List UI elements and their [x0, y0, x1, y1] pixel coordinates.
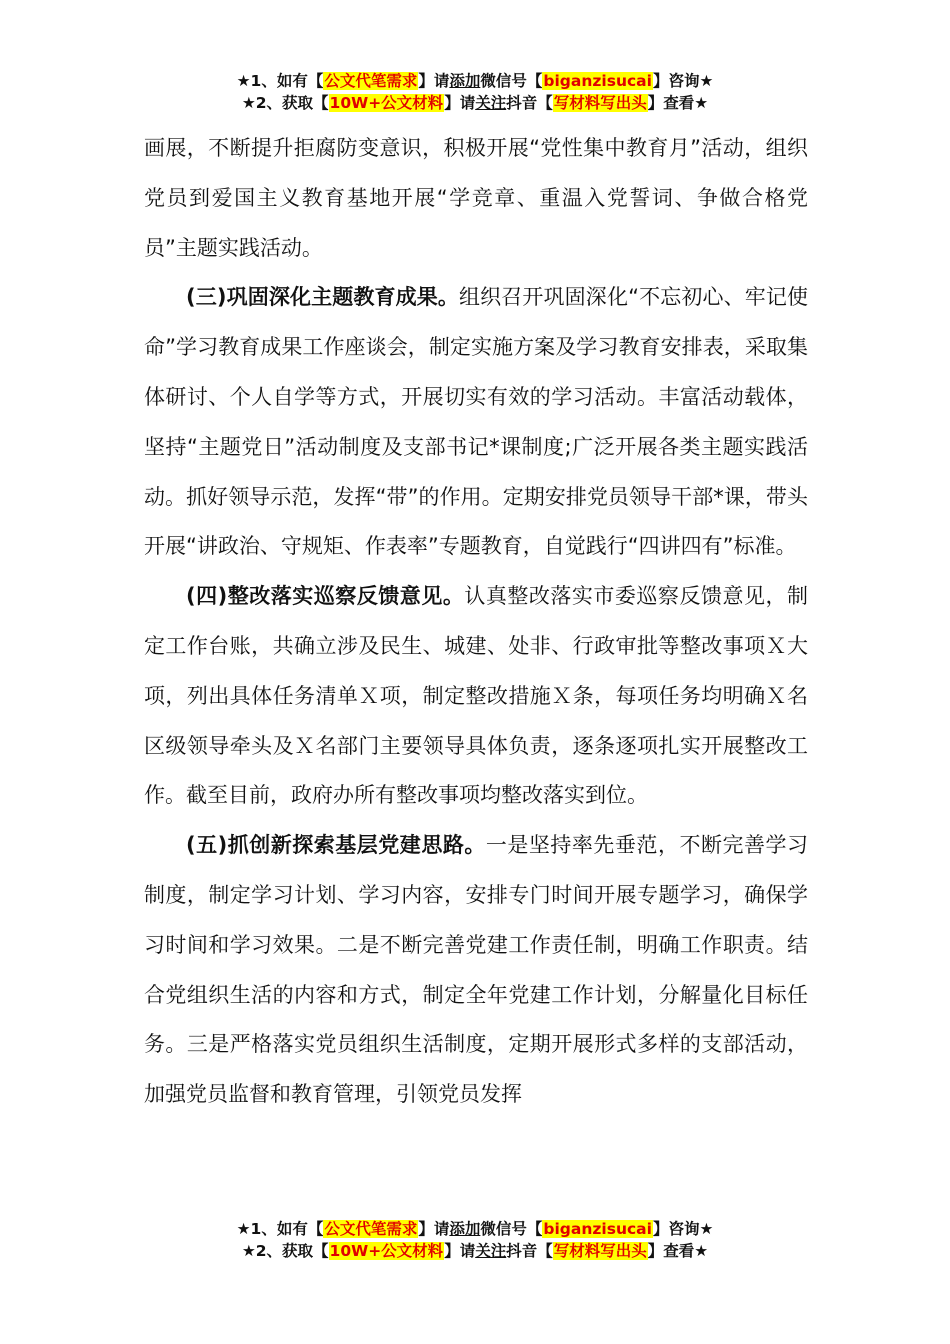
paragraph-section-5: (五)抓创新探索基层党建思路。一是坚持率先垂范，不断完善学习制度，制定学习计划、学习内容，安排专门时间开展专题学习，确保学习时间和学习效果。二是不断完善党建工作责任制，明确工作职责。结合党组织生活的内容和方式，制定全年党建工作计划，分解量化目标任务。三是严格落实党员组织生活制度，定期开展形式多样的支部活动，加强党员监督和教育管理，引领党员发挥	[144, 833, 809, 1107]
document-body	[144, 124, 808, 1120]
paragraph-section-4: (四)整改落实巡察反馈意见。认真整改落实市委巡察反馈意见，制定工作台账，共确立涉及民生、城建、处非、行政审批等整改事项Ｘ大项，列出具体任务清单Ｘ项，制定整改措施Ｘ条，每项任务均明确Ｘ名区级领导牵头及Ｘ名部门主要领导具体负责，逐条逐项扎实开展整改工作。截至目前，政府办所有整改事项均整改落实到位。	[144, 584, 808, 808]
section-heading: (五)抓创新探索基层党建思路。	[186, 833, 486, 858]
banner-line-2: ★2、获取【10W+公文材料】请关注抖音【写材料写出头】查看★	[241, 1242, 709, 1260]
highlight-wechat-id: biganzisucai	[543, 1220, 652, 1238]
highlight-service: 公文代笔需求	[324, 72, 418, 90]
highlight-materials: 10W+公文材料	[329, 1242, 444, 1260]
banner-line-2: ★2、获取【10W+公文材料】请关注抖音【写材料写出头】查看★	[241, 94, 709, 112]
banner-line-1: ★1、如有【公文代笔需求】请添加微信号【biganzisucai】咨询★	[236, 1220, 714, 1238]
section-heading: (四)整改落实巡察反馈意见。	[186, 584, 465, 609]
highlight-wechat-id: biganzisucai	[543, 72, 652, 90]
paragraph-continued: 画展，不断提升拒腐防变意识，积极开展“党性集中教育月”活动，组织党员到爱国主义教育基地开展“学竞章、重温入党誓词、争做合格党员”主题实践活动。	[144, 136, 808, 260]
highlight-materials: 10W+公文材料	[329, 94, 444, 112]
paragraph-section-3: (三)巩固深化主题教育成果。组织召开巩固深化“不忘初心、牢记使命”学习教育成果工作座谈会，制定实施方案及学习教育安排表，采取集体研讨、个人自学等方式，开展切实有效的学习活动。丰富活动载体，坚持“主题党日”活动制度及支部书记*课制度;广泛开展各类主题实践活动。抓好领导示范，发挥“带”的作用。定期安排党员领导干部*课，带头开展“讲政治、守规矩、作表率”专题教育，自觉践行“四讲四有”标准。	[144, 285, 808, 559]
highlight-douyin-id: 写材料写出头	[553, 94, 647, 112]
top-banner	[0, 70, 950, 114]
banner-line-1: ★1、如有【公文代笔需求】请添加微信号【biganzisucai】咨询★	[236, 72, 714, 90]
section-heading: (三)巩固深化主题教育成果。	[186, 285, 460, 310]
bottom-banner	[0, 1218, 950, 1262]
highlight-service: 公文代笔需求	[324, 1220, 418, 1238]
highlight-douyin-id: 写材料写出头	[553, 1242, 647, 1260]
